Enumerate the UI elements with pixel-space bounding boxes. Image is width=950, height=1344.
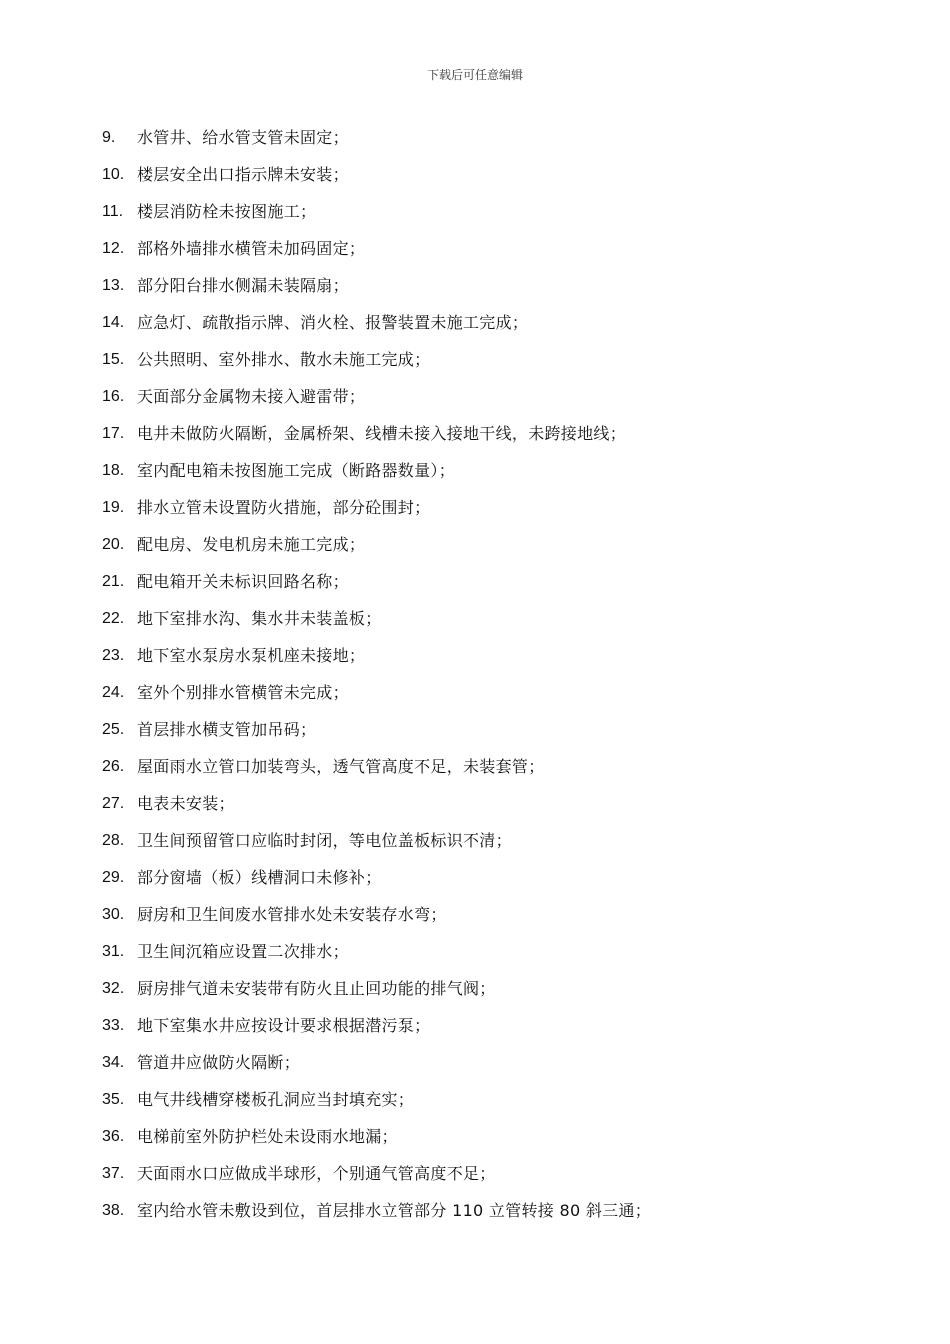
list-item-text: 天面雨水口应做成半球形，个别通气管高度不足； [137,1164,496,1183]
list-item-text: 楼层安全出口指示牌未安装； [137,165,349,184]
list-item [0,309,950,346]
list-item-text: 水管井、给水管支管未固定； [137,128,349,147]
list-item-text: 电气井线槽穿楼板孔洞应当封填充实； [137,1090,415,1109]
list-item-number: 33. [102,1017,125,1034]
list-item-text: 室内给水管未敷设到位，首层排水立管部分 110 立管转接 80 斜三通； [137,1201,652,1220]
list-item-number: 14. [102,314,125,331]
list-item-number: 26. [102,758,125,775]
list-item [0,1049,950,1086]
list-item-number: 38. [102,1202,125,1219]
list-item-number: 9. [102,129,116,146]
list-item-number: 17. [102,425,125,442]
list-item [0,1012,950,1049]
list-item [0,716,950,753]
list-item [0,1086,950,1123]
list-item-text: 地下室排水沟、集水井未装盖板； [137,609,382,628]
list-item-text: 应急灯、疏散指示牌、消火栓、报警装置未施工完成； [137,313,529,332]
list-item [0,457,950,494]
list-item-text: 部分阳台排水侧漏未装隔扇； [137,276,349,295]
list-item-number: 31. [102,943,125,960]
list-item [0,938,950,975]
list-item-number: 22. [102,610,125,627]
list-item-text: 天面部分金属物未接入避雷带； [137,387,366,406]
list-item-number: 21. [102,573,125,590]
list-item-number: 35. [102,1091,125,1108]
list-item [0,124,950,161]
list-item-number: 16. [102,388,125,405]
list-item-text: 楼层消防栓未按图施工； [137,202,317,221]
list-item-number: 28. [102,832,125,849]
list-item [0,1197,950,1234]
list-item [0,235,950,272]
list-item-text: 地下室水泵房水泵机座未接地； [137,646,366,665]
list-item-number: 10. [102,166,125,183]
list-item-text: 部分窗墙（板）线槽洞口未修补； [137,868,382,887]
list-item-number: 27. [102,795,125,812]
page-header: 下载后可任意编辑 [426,68,523,82]
list-item-text: 电井未做防火隔断，金属桥架、线槽未接入接地干线，未跨接地线； [137,424,627,443]
list-item-text: 电表未安装； [137,794,235,813]
list-item-number: 18. [102,462,125,479]
list-item [0,753,950,790]
list-item [0,864,950,901]
list-item [0,531,950,568]
list-item-text: 卫生间沉箱应设置二次排水； [137,942,349,961]
list-item-text: 部格外墙排水横管未加码固定； [137,239,366,258]
list-item [0,827,950,864]
inspection-issue-list [0,124,950,1234]
list-item [0,1123,950,1160]
list-item-number: 12. [102,240,125,257]
list-item-text: 卫生间预留管口应临时封闭，等电位盖板标识不清； [137,831,512,850]
list-item-text: 管道井应做防火隔断； [137,1053,301,1072]
list-item-text: 配电房、发电机房未施工完成； [137,535,366,554]
list-item [0,494,950,531]
list-item [0,272,950,309]
list-item [0,568,950,605]
list-item-text: 排水立管未设置防火措施，部分砼围封； [137,498,431,517]
list-item [0,901,950,938]
list-item [0,605,950,642]
list-item-text: 电梯前室外防护栏处未设雨水地漏； [137,1127,398,1146]
list-item [0,790,950,827]
list-item-text: 首层排水横支管加吊码； [137,720,317,739]
list-item-text: 室外个别排水管横管未完成； [137,683,349,702]
list-item-number: 30. [102,906,125,923]
list-item-text: 配电箱开关未标识回路名称； [137,572,349,591]
list-item-number: 11. [102,203,124,220]
list-item-number: 13. [102,277,125,294]
list-item-text: 厨房排气道未安装带有防火且止回功能的排气阀； [137,979,496,998]
list-item-number: 23. [102,647,125,664]
list-item [0,346,950,383]
list-item-number: 25. [102,721,125,738]
list-item-text: 厨房和卫生间废水管排水处未安装存水弯； [137,905,447,924]
list-item-number: 15. [102,351,125,368]
list-item [0,383,950,420]
list-item-number: 32. [102,980,125,997]
list-item [0,198,950,235]
list-item [0,642,950,679]
list-item-text: 地下室集水井应按设计要求根据潜污泵； [137,1016,431,1035]
list-item-text: 公共照明、室外排水、散水未施工完成； [137,350,431,369]
list-item-text: 室内配电箱未按图施工完成（断路器数量）； [137,461,456,480]
list-item-number: 29. [102,869,125,886]
list-item [0,975,950,1012]
list-item-number: 36. [102,1128,125,1145]
list-item [0,1160,950,1197]
list-item-number: 34. [102,1054,125,1071]
list-item [0,679,950,716]
list-item-text: 屋面雨水立管口加装弯头，透气管高度不足，未装套管； [137,757,545,776]
list-item-number: 20. [102,536,125,553]
list-item-number: 24. [102,684,125,701]
list-item [0,161,950,198]
list-item [0,420,950,457]
list-item-number: 19. [102,499,125,516]
list-item-number: 37. [102,1165,125,1182]
